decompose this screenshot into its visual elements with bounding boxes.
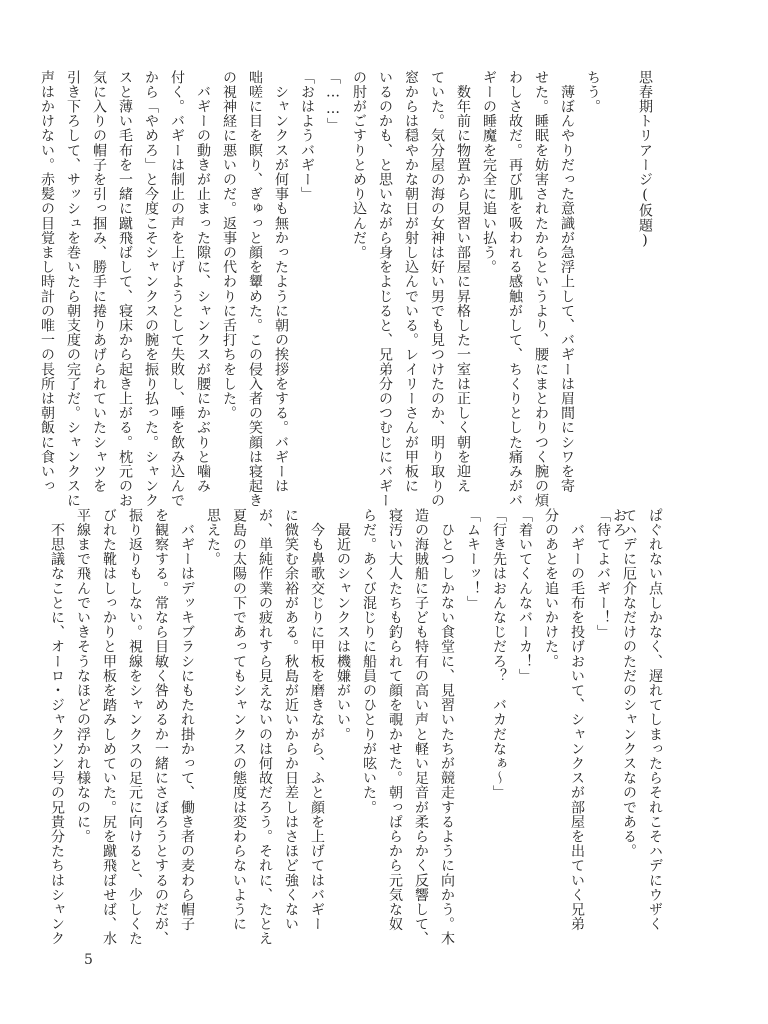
text-line: の視神経に悪いのだ。返事の代わりに舌打ちをした。 xyxy=(221,70,237,421)
text-line: 窓からは穏やかな朝日が射し込んでいる。レイリーさんが甲板に xyxy=(403,70,419,494)
text-line: ひとつしかない食堂に、見習いたちが競走するように向かう。木 xyxy=(439,508,455,946)
text-line: スと薄い毛布を一緒に蹴飛ばして、寝床から起き上がる。枕元のお xyxy=(117,70,133,508)
text-block-lower xyxy=(49,508,668,968)
text-line: 不思議なことに、オーロ・ジャクソン号の兄貴分たちはシャンク xyxy=(49,508,65,946)
text-line: バギーはデッキブラシにもたれ掛かって、働き者の麦わら帽子 xyxy=(179,508,195,932)
text-line: 造の海賊船に子ども特有の高い声と軽い足音が柔らかく反響して、 xyxy=(413,508,429,946)
text-line: 気に入りの帽子を引っ掴み、勝手に捲りあげられていたシャツを xyxy=(91,70,107,494)
text-line: 「……」 xyxy=(325,70,341,133)
text-line: 分のあとを追いかけた。 xyxy=(543,508,559,669)
text-line: おろ xyxy=(611,70,627,538)
text-line: バギーの毛布を投げおいて、シャンクスが部屋を出ていく兄弟 xyxy=(569,508,585,932)
text-line: 「待てよバギー！」 xyxy=(595,508,611,640)
text-line: 平線まで飛んでいきそうなほどの浮かれ様なのに。 xyxy=(75,508,91,844)
text-line: 声はかけない。赤髪の目覚まし時計の唯一の長所は朝飯に食いっ xyxy=(39,70,55,494)
text-line: 付く。バギーは制止の声を上げようとして失敗し、唾を飲み込んで xyxy=(169,70,185,508)
text-line: 夏島の太陽の下であってもシャンクスの態度は変わらないように xyxy=(231,508,247,932)
text-line: 「ムキーッ！」 xyxy=(465,508,481,611)
text-line: ちう。 xyxy=(585,70,601,114)
text-line: ぱぐれない点しかなく、遅れてしまったらそれこそハデにウザく xyxy=(647,508,663,932)
text-line: らだ。あくび混じりに船員のひとりが呟いた。 xyxy=(361,508,377,815)
text-line: びれた靴はしっかりと甲板を踏みしめていた。尻を蹴飛ばせば、水 xyxy=(101,508,117,946)
text-line: 咄嗟に目を瞑り、ぎゅっと顔を顰めた。この侵入者の笑顔は寝起き xyxy=(247,70,263,508)
text-line: シャンクスが何事も無かったように朝の挨拶をする。バギーは xyxy=(273,70,289,494)
text-line: ていた。気分屋の海の女神は好い男でも見つけたのか、明り取りの xyxy=(429,70,445,508)
text-line: バギーの動きが止まった隙に、シャンクスが腰にかぶりと噛み xyxy=(195,70,211,494)
text-line: の肘がごすりとめり込んだ。 xyxy=(351,70,367,260)
text-line: 思えた。 xyxy=(205,508,221,567)
text-line: 引き下ろして、サッシュを巻いたら朝支度の完了だ。シャンクスに xyxy=(65,70,81,508)
text-line: が、単純作業の疲れすら見えないのは何故だろう。それに、たとえ xyxy=(257,508,273,946)
text-line: 最近のシャンクスは機嫌がいい。 xyxy=(335,508,351,742)
text-line: 寝汚い大人たちも釣られて顔を覗かせた。朝っぱらから元気な奴 xyxy=(387,508,403,932)
text-line: 数年前に物置から見習い部屋に昇格した一室は正しく朝を迎え xyxy=(455,70,471,494)
text-line: わしさ故だ。再び肌を吸われる感触がして、ちくりとした痛みがバ xyxy=(507,70,523,508)
text-line: から「やめろ」と今度こそシャンクスの腕を振り払った。シャンク xyxy=(143,70,159,508)
text-line: 薄ぼんやりだった意識が急浮上して、バギーは眉間にシワを寄 xyxy=(559,70,575,494)
text-line: てハデに厄介なだけのただのシャンクスなのである。 xyxy=(621,508,637,859)
text-line: 「おはようバギー」 xyxy=(299,70,315,202)
text-line: 思春期トリアージ(仮題) xyxy=(637,70,653,250)
text-line: 「着いてくんなバーカ！」 xyxy=(517,508,533,684)
text-line: せた。睡眠を妨害されたからというより、腰にまとわりつく腕の煩 xyxy=(533,70,549,508)
page-number: 5 xyxy=(84,952,93,968)
text-line: 「行き先はおんなじだろ？ バカだなぁ～」 xyxy=(491,508,507,800)
text-line: 今も鼻歌交じりに甲板を磨きながら、ふと顔を上げてはバギー xyxy=(309,508,325,932)
text-line: に微笑む余裕がある。秋島が近いからか日差しはさほど強くない xyxy=(283,508,299,932)
text-line: 振り返りもしない。視線をシャンクスの足元に向けると、少しくた xyxy=(127,508,143,946)
text-line: を観察する。常なら目敏く咎めるか一緒にさぼろうとするのだが、 xyxy=(153,508,169,946)
text-line: ギーの睡魔を完全に追い払う。 xyxy=(481,70,497,275)
text-line: いるのかも、と思いながら身をよじると、兄弟分のつむじにバギー xyxy=(377,70,393,508)
